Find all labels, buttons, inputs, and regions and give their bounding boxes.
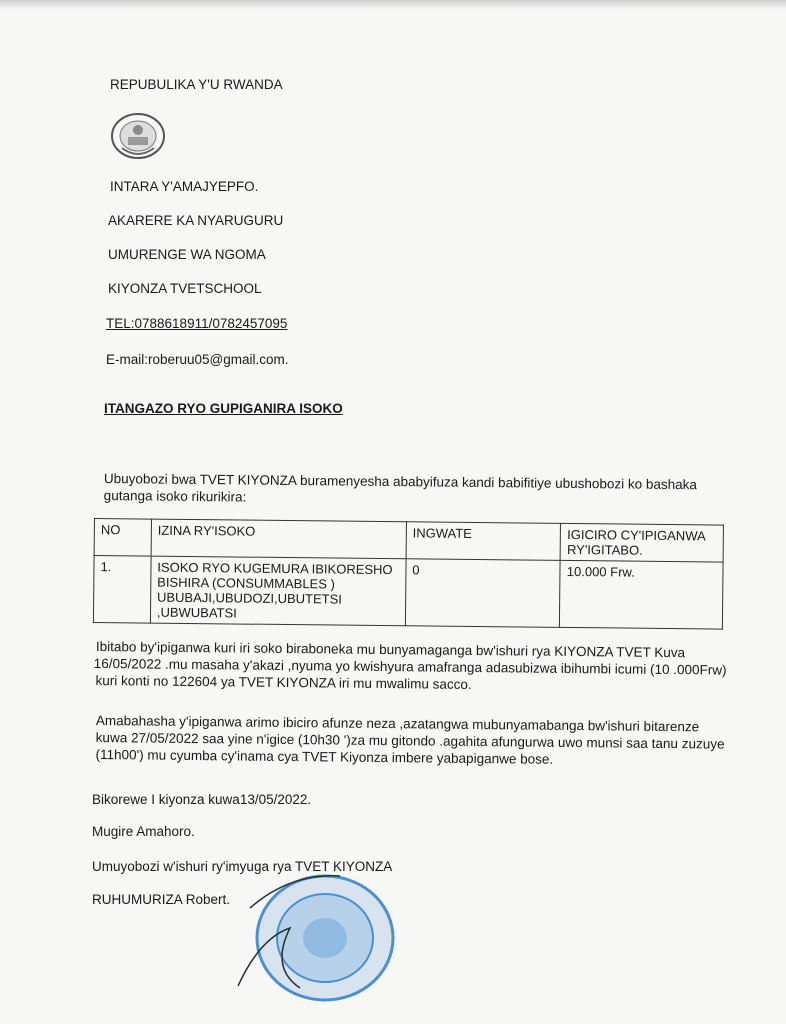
- closing-date: Bikorewe I kiyonza kuwa13/05/2022.: [92, 792, 312, 807]
- intro-paragraph: [104, 470, 697, 510]
- paragraph-line: Amabahasha y'ipiganwa arimo ibiciro afunze neza ,azatangwa mubunyamabanga bw'ishuri bitarenze: [95, 712, 700, 735]
- header-district: AKARERE KA NYARUGURU: [108, 213, 284, 228]
- rwanda-emblem-icon: [108, 110, 168, 162]
- tender-table: [93, 518, 724, 630]
- scan-edge: [0, 0, 786, 10]
- header-name: IZINA RY'ISOKO: [151, 519, 406, 559]
- cell-name-line: BISHIRA (CONSUMMABLES ): [157, 574, 335, 592]
- cell-no: 1.: [93, 556, 151, 624]
- paragraph-submission: [95, 712, 724, 770]
- table-row: [93, 556, 723, 630]
- header-province: INTARA Y'AMAJYEPFO.: [110, 179, 259, 194]
- paragraph-documents: [95, 638, 726, 696]
- paragraph-line: kuri konti no 122604 ya TVET KIYONZA iri mu mwalimu sacco.: [95, 672, 472, 692]
- cell-name-line: ISOKO RYO KUGEMURA IBIKORESHO: [157, 559, 393, 578]
- closing-greeting: Mugire Amahoro.: [92, 824, 195, 839]
- cell-ingwate: 0: [405, 559, 560, 628]
- header-ingwate: INGWATE: [406, 522, 561, 561]
- intro-line: Ubuyobozi bwa TVET KIYONZA buramenyesha ababyifuza kandi babifitiye ubushobozi ko bashaka: [103, 470, 698, 493]
- paragraph-line: kuwa 27/05/2022 saa yine n'igice (10h30 ')za mu gitondo .agahita afungurwa uwo munsi saa tanu zuzuye: [95, 729, 725, 752]
- header-tel: TEL:0788618911/0782457095: [106, 316, 288, 331]
- cell-price: 10.000 Frw.: [560, 560, 723, 629]
- document-title: ITANGAZO RYO GUPIGANIRA ISOKO: [104, 401, 343, 416]
- header-no: NO: [94, 519, 151, 557]
- header-price: IGICIRO CY'IPIGANWA RY'IGITABO.: [560, 523, 723, 562]
- cell-name-line: UBUBAJI,UBUDOZI,UBUTETSI: [156, 589, 343, 607]
- header-school: KIYONZA TVETSCHOOL: [108, 281, 262, 296]
- official-stamp-icon: [230, 868, 405, 1008]
- header-republic: REPUBULIKA Y'U RWANDA: [110, 77, 283, 92]
- paragraph-line: 16/05/2022 .mu masaha y'akazi ,nyuma yo kwishyura amafranga adasubizwa ibihumbi icumi (10 .000Frw): [93, 655, 727, 678]
- signatory-name: RUHUMURIZA Robert.: [92, 892, 231, 907]
- intro-line: gutanga isoko rikurikira:: [103, 487, 247, 505]
- cell-name: [150, 556, 406, 626]
- header-sector: UMURENGE WA NGOMA: [108, 247, 266, 262]
- header-email: E-mail:roberuu05@gmail.com.: [106, 352, 289, 367]
- paragraph-line: Ibitabo by'ipiganwa kuri iri soko biraboneka mu bunyamaganga bw'ishuri rya KIYONZA TVET Kuva: [95, 638, 686, 661]
- signatory-title: Umuyobozi w'ishuri ry'imyuga rya TVET KIYONZA: [92, 859, 393, 874]
- cell-name-line: ,UBWUBATSI: [156, 604, 237, 621]
- paragraph-line: (11h00') mu cyumba cy'inama cya TVET Kiyonza imbere yabapiganwe bose.: [95, 746, 554, 767]
